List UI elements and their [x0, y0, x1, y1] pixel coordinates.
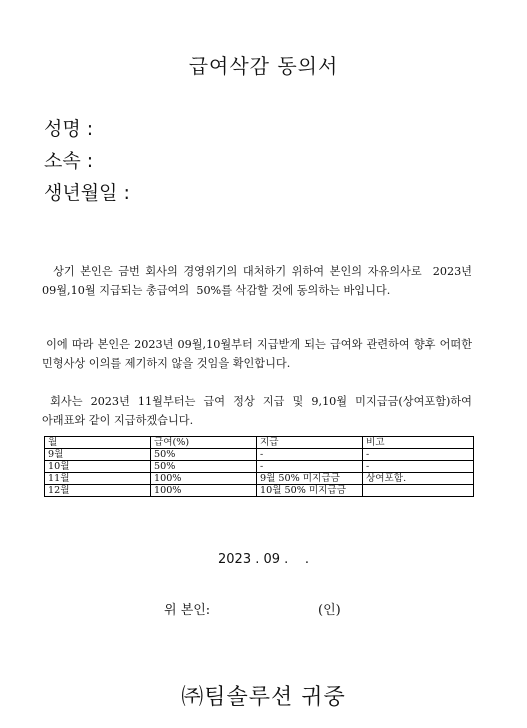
table-cell: 11월	[45, 473, 151, 485]
table-cell: 50%	[151, 449, 257, 461]
table-cell: 12월	[45, 485, 151, 497]
table-header-row	[45, 437, 474, 449]
recipient-company: ㈜팀솔루션 귀중	[181, 685, 346, 710]
table-row	[45, 449, 474, 461]
table-cell: 상여포함.	[363, 473, 474, 485]
name-field-label: 성명 :	[44, 118, 94, 140]
confirmation-paragraph	[42, 335, 476, 373]
birthdate-field-label: 생년월일 :	[44, 182, 130, 204]
table-cell: -	[363, 461, 474, 473]
table-cell: 10월	[45, 461, 151, 473]
consent-paragraph	[42, 262, 476, 300]
table-cell: -	[257, 461, 363, 473]
date-line: 2023 . 09 . .	[218, 552, 309, 567]
table-cell: 50%	[151, 461, 257, 473]
table-cell: 100%	[151, 473, 257, 485]
table-cell: -	[257, 449, 363, 461]
table-row	[45, 485, 474, 497]
header-payment: 지급	[257, 437, 363, 449]
table-cell: 9월 50% 미지급금	[257, 473, 363, 485]
document-title: 급여삭감 동의서	[188, 54, 339, 78]
table-cell: -	[363, 449, 474, 461]
table-cell: 100%	[151, 485, 257, 497]
paragraph-text: 상기 본인은 금번 회사의 경영위기의 대처하기 위하여 본인의 자유의사로 2023년 09월,10월 지급되는 총급여의 50%를 삭감할 것에 동의하는 바입니다.	[42, 265, 476, 297]
payment-schedule-table	[44, 436, 474, 497]
table-row	[45, 473, 474, 485]
table-cell: 10월 50% 미지급금	[257, 485, 363, 497]
paragraph-text: 이에 따라 본인은 2023년 09월,10월부터 지급받게 되는 급여와 관련하여 향후 어떠한 민형사상 이의를 제기하지 않을 것임을 확인합니다.	[42, 338, 476, 370]
table-cell	[363, 485, 474, 497]
table-cell: 9월	[45, 449, 151, 461]
header-salary-percent: 급여(%)	[151, 437, 257, 449]
header-remarks: 비고	[363, 437, 474, 449]
paragraph-text: 회사는 2023년 11월부터는 급여 정상 지급 및 9,10월 미지급금(상여포함)하여 아래표와 같이 지급하겠습니다.	[42, 395, 476, 427]
signature-label: 위 본인:	[164, 603, 211, 618]
seal-mark: (인)	[318, 603, 341, 618]
affiliation-field-label: 소속 :	[44, 150, 94, 172]
payment-plan-paragraph	[42, 392, 476, 430]
table-row	[45, 461, 474, 473]
header-month: 월	[45, 437, 151, 449]
